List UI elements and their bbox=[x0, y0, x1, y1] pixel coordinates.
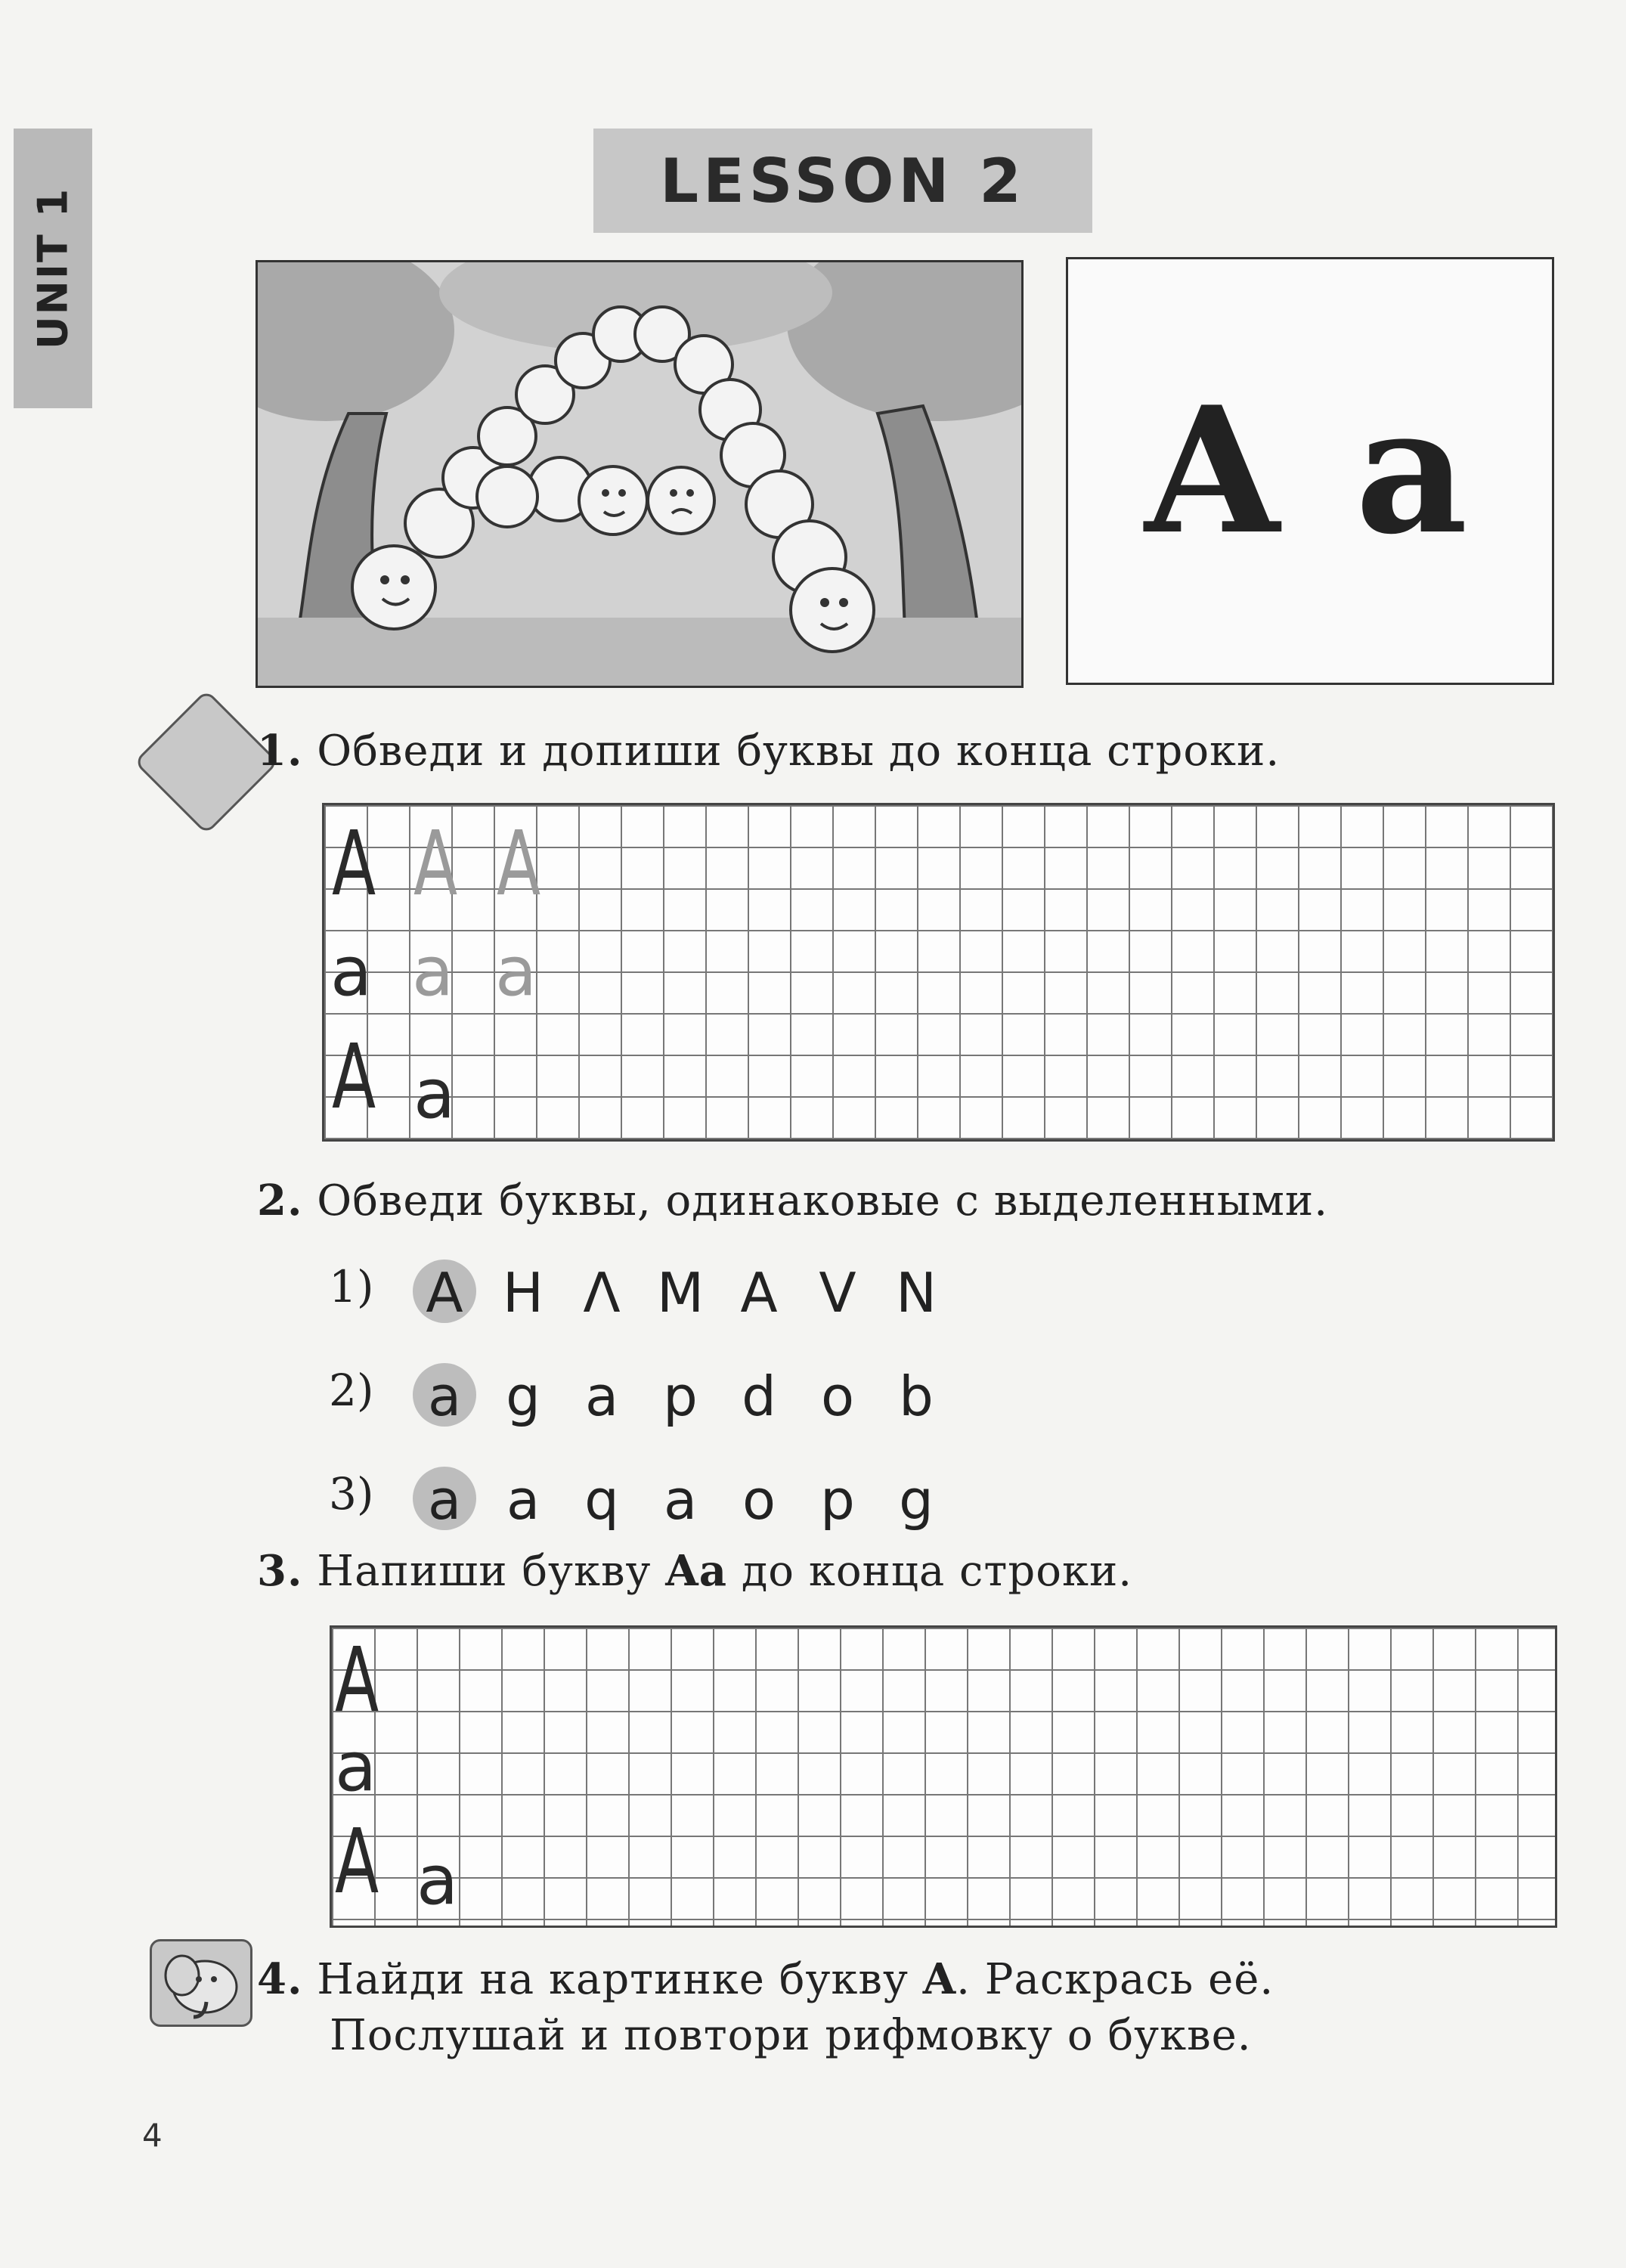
task-1-number: 1. bbox=[257, 726, 303, 776]
letter-option[interactable]: A bbox=[426, 1261, 463, 1325]
task-2-letters-3 bbox=[405, 1468, 955, 1532]
task-1-writing-grid[interactable] bbox=[322, 803, 1555, 1142]
task-4-number: 4. bbox=[257, 1954, 303, 2004]
task-2-row-1 bbox=[329, 1261, 374, 1312]
task-4-line-1 bbox=[257, 1954, 1557, 2004]
task-4-text-line-2: Послушай и повтори рифмовку о букве. bbox=[330, 2011, 1252, 2060]
letter-option[interactable]: H bbox=[502, 1261, 544, 1325]
task-3-number: 3. bbox=[257, 1546, 303, 1596]
letter-option[interactable]: a bbox=[584, 1365, 619, 1428]
task-4-text-a: Найди на картинке букву bbox=[317, 1955, 923, 2004]
letter-card bbox=[1066, 257, 1554, 685]
task-3-writing-grid[interactable] bbox=[330, 1625, 1557, 1928]
letter-option[interactable]: a bbox=[506, 1468, 540, 1532]
task-2-text: Обведи буквы, одинаковые с выделенными. bbox=[317, 1176, 1329, 1225]
row-label: 2) bbox=[329, 1365, 374, 1416]
lesson-title: LESSON 2 bbox=[660, 145, 1026, 216]
page-number: 4 bbox=[142, 2117, 163, 2154]
task-2-number: 2. bbox=[257, 1176, 303, 1225]
task-3-text-before: Напиши букву bbox=[317, 1547, 666, 1596]
sample-letter: A bbox=[332, 811, 376, 916]
trace-letter: A bbox=[413, 811, 458, 916]
sample-letter: A bbox=[335, 1628, 379, 1732]
task-1-text: Обведи и допиши буквы до конца строки. bbox=[317, 727, 1281, 776]
elephant-drawing bbox=[152, 1941, 250, 2025]
letter-option[interactable]: p bbox=[820, 1468, 855, 1532]
letter-option[interactable]: a bbox=[663, 1468, 698, 1532]
illustration-drawing bbox=[258, 262, 1021, 686]
sample-letter: A bbox=[335, 1809, 379, 1913]
sample-letter: a bbox=[417, 1841, 459, 1920]
sample-letter: a bbox=[330, 932, 373, 1012]
letter-option[interactable]: q bbox=[584, 1468, 619, 1532]
trace-letter: a bbox=[412, 932, 454, 1012]
task-4-line-2 bbox=[330, 2011, 1252, 2060]
letter-card-letters: A a bbox=[1144, 369, 1476, 573]
letter-option[interactable]: g bbox=[899, 1468, 934, 1532]
task-2-letters-1 bbox=[405, 1261, 955, 1325]
turtle-icon bbox=[155, 711, 258, 813]
trace-letter: a bbox=[495, 932, 537, 1012]
letter-option[interactable]: p bbox=[663, 1365, 698, 1428]
sample-letter: a bbox=[335, 1727, 377, 1807]
task-2-letters-2 bbox=[405, 1365, 955, 1428]
letter-option[interactable]: A bbox=[740, 1261, 778, 1325]
unit-label: UNIT 1 bbox=[29, 187, 77, 350]
letter-option[interactable]: Λ bbox=[583, 1261, 621, 1325]
letter-option[interactable]: V bbox=[819, 1261, 856, 1325]
letter-option[interactable]: d bbox=[742, 1365, 776, 1428]
letter-option[interactable]: N bbox=[896, 1261, 937, 1325]
apple-caterpillar-illustration bbox=[256, 260, 1024, 688]
task-4-bold-letter: A bbox=[922, 1954, 957, 2004]
task-2-row-3 bbox=[329, 1468, 374, 1520]
task-1-title bbox=[257, 726, 1280, 776]
sample-letter: A bbox=[332, 1024, 376, 1129]
task-3-bold-letters: Aa bbox=[665, 1546, 728, 1596]
unit-side-tab bbox=[14, 129, 92, 408]
letter-option[interactable]: o bbox=[820, 1365, 855, 1428]
letter-option[interactable]: b bbox=[899, 1365, 934, 1428]
sample-letter: a bbox=[413, 1055, 456, 1134]
task-2-title bbox=[257, 1176, 1328, 1225]
row-label: 1) bbox=[329, 1261, 374, 1312]
task-4-text-b: . Раскрась её. bbox=[956, 1955, 1274, 2004]
trace-letter: A bbox=[497, 811, 541, 916]
task-3-text-after: до конца строки. bbox=[727, 1547, 1133, 1596]
lesson-header bbox=[593, 129, 1092, 233]
row-label: 3) bbox=[329, 1468, 374, 1520]
task-2-row-2 bbox=[329, 1365, 374, 1416]
letter-option[interactable]: a bbox=[427, 1365, 462, 1428]
letter-option[interactable]: M bbox=[656, 1261, 705, 1325]
task-3-title bbox=[257, 1546, 1132, 1596]
elephant-icon bbox=[150, 1939, 252, 2027]
letter-option[interactable]: g bbox=[506, 1365, 540, 1428]
letter-option[interactable]: a bbox=[427, 1468, 462, 1532]
letter-option[interactable]: o bbox=[742, 1468, 776, 1532]
